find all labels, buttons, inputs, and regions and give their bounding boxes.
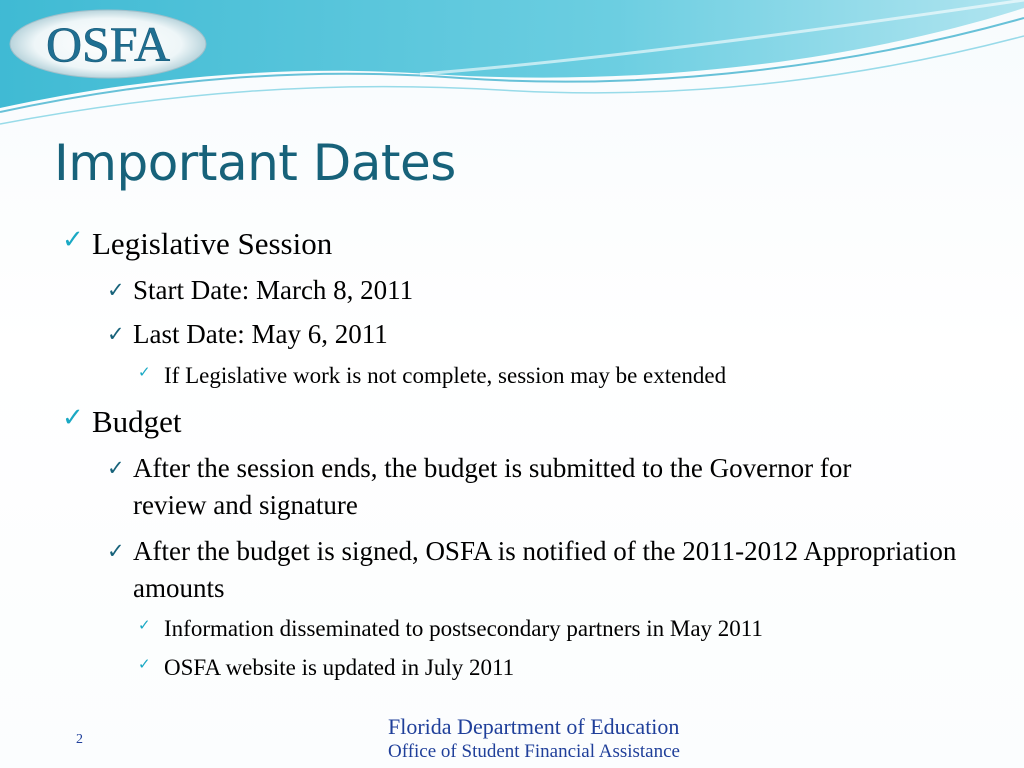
check-icon: ✓	[107, 278, 125, 302]
bullet-budget-signed	[107, 533, 973, 607]
bullet-budget	[62, 403, 182, 440]
bullet-session-extended	[138, 362, 984, 391]
check-icon: ✓	[138, 618, 151, 634]
bullet-text: Information disseminated to postsecondary partners in May 2011	[164, 616, 763, 641]
bullet-website-updated	[138, 654, 984, 683]
bullet-budget-submitted	[107, 450, 873, 524]
bullet-start-date	[107, 272, 953, 309]
footer-organization	[388, 714, 680, 764]
check-icon: ✓	[138, 365, 151, 381]
check-icon: ✓	[107, 456, 125, 480]
bullet-last-date	[107, 316, 953, 353]
footer-office: Office of Student Financial Assistance	[388, 741, 680, 762]
bullet-text: Budget	[92, 404, 182, 439]
check-icon: ✓	[62, 403, 84, 432]
slide-title: Important Dates	[54, 134, 456, 192]
check-icon: ✓	[138, 657, 151, 673]
bullet-text: Last Date: May 6, 2011	[133, 319, 388, 349]
bullet-text: If Legislative work is not complete, session may be extended	[164, 363, 727, 388]
bullet-text: After the budget is signed, OSFA is notified of the 2011-2012 Appropriation amounts	[133, 536, 957, 603]
check-icon: ✓	[62, 225, 84, 254]
footer-department: Florida Department of Education	[388, 714, 680, 739]
bullet-text: OSFA website is updated in July 2011	[164, 655, 515, 680]
bullet-text: Start Date: March 8, 2011	[133, 275, 414, 305]
check-icon: ✓	[107, 539, 125, 563]
page-number: 2	[76, 732, 83, 747]
logo-text: OSFA	[45, 16, 171, 72]
check-icon: ✓	[107, 322, 125, 346]
bullet-text: After the session ends, the budget is submitted to the Governor for review and signature	[133, 453, 852, 520]
bullet-text: Legislative Session	[92, 226, 333, 261]
bullet-legislative-session	[62, 225, 333, 262]
bullet-info-disseminated	[138, 615, 984, 644]
